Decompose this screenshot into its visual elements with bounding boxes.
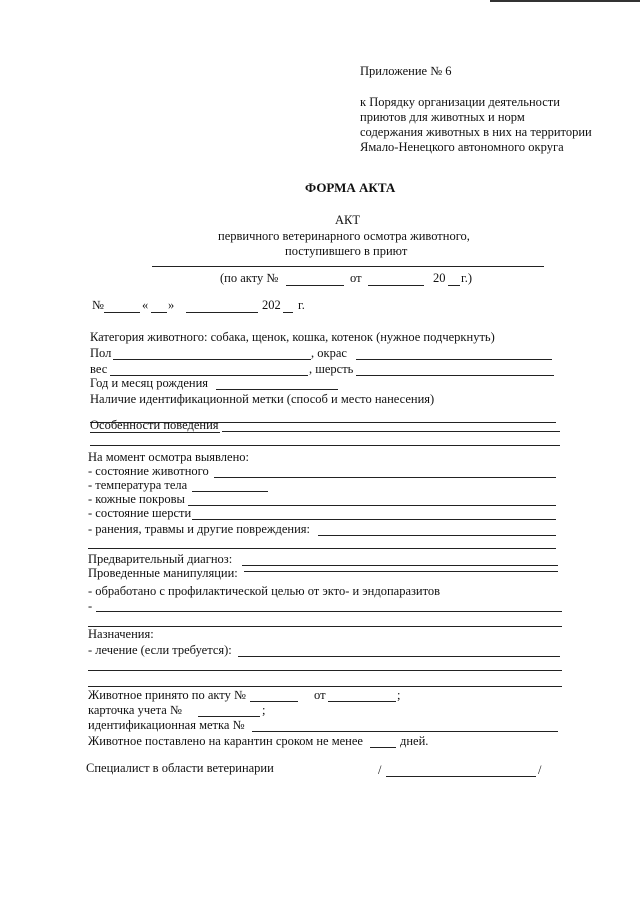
blank-line — [90, 445, 560, 446]
sex-blank — [113, 359, 311, 360]
state-blank — [214, 477, 556, 478]
scan-edge-line — [490, 0, 640, 2]
coat-state-label: - состояние шерсти — [88, 506, 192, 520]
blank-line — [88, 670, 562, 671]
accepted-label: Животное принято по акту № — [88, 688, 246, 702]
quarantine-prefix: Животное поставлено на карантин сроком не менее — [88, 734, 363, 748]
color-label: , окрас — [311, 346, 347, 360]
manipulations-label: Проведенные манипуляции: — [88, 566, 238, 580]
id-tag-blank — [252, 731, 558, 732]
accepted-number-blank — [250, 701, 298, 702]
parasites-label: - обработано с профилактической целью от экто- и эндопаразитов — [88, 584, 441, 598]
treatment-label: - лечение (если требуется): — [88, 643, 232, 657]
sex-label: Пол — [90, 346, 112, 360]
category-label: Категория животного: собака, щенок, кошка, котенок (нужное подчеркнуть) — [90, 330, 495, 344]
temperature-blank — [192, 491, 268, 492]
dash-item: - — [88, 599, 93, 613]
coat-blank — [356, 375, 554, 376]
year-prefix: 202 — [262, 298, 281, 312]
act-title: АКТ — [335, 213, 360, 227]
ref-number-blank — [286, 285, 344, 286]
semicolon: ; — [397, 688, 401, 702]
act-subtitle: поступившего в приют — [285, 244, 408, 258]
ref-year-suffix: г.) — [461, 271, 473, 285]
injuries-label: - ранения, травмы и другие повреждения: — [88, 522, 311, 536]
appendix-line: к Порядку организации деятельности — [360, 95, 560, 109]
quarantine-days-blank — [370, 747, 396, 748]
slash-close: / — [538, 763, 542, 777]
behavior-underline — [90, 432, 220, 433]
year-suffix: г. — [298, 298, 305, 312]
blank-line — [88, 626, 562, 627]
number-blank — [104, 312, 140, 313]
diagnosis-blank — [242, 565, 558, 566]
id-mark-label: Наличие идентификационной метки (способ и место нанесения) — [90, 392, 435, 406]
id-tag-label: идентификационная метка № — [88, 718, 245, 732]
coat-state-blank — [192, 519, 556, 520]
blank-line — [152, 266, 544, 267]
slash-open: / — [378, 763, 382, 777]
injuries-blank — [318, 535, 556, 536]
appendix-number: Приложение № 6 — [360, 64, 452, 78]
card-blank — [198, 716, 260, 717]
quote-close: » — [168, 298, 175, 312]
temperature-label: - температура тела — [88, 478, 188, 492]
day-blank — [151, 312, 167, 313]
blank-line — [88, 548, 556, 549]
skin-label: - кожные покровы — [88, 492, 185, 506]
blank-line — [88, 686, 562, 687]
weight-label: вес — [90, 362, 108, 376]
accepted-from: от — [314, 688, 326, 702]
appendix-line: содержания животных в них на территории — [360, 125, 592, 139]
ref-from: от — [350, 271, 362, 285]
birth-label: Год и месяц рождения — [90, 376, 209, 390]
month-blank — [186, 312, 258, 313]
ref-year-blank — [448, 285, 460, 286]
behavior-label: Особенности поведения — [90, 418, 219, 432]
act-subtitle: первичного ветеринарного осмотра животного, — [218, 229, 470, 243]
ref-date-blank — [368, 285, 424, 286]
diagnosis-label: Предварительный диагноз: — [88, 552, 233, 566]
card-label: карточка учета № — [88, 703, 182, 717]
quote-open: « — [142, 298, 149, 312]
signature-blank — [386, 776, 536, 777]
color-blank — [356, 359, 552, 360]
specialist-label: Специалист в области ветеринарии — [86, 761, 274, 775]
prescriptions-label: Назначения: — [88, 627, 154, 641]
form-title: ФОРМА АКТА — [305, 180, 396, 195]
birth-blank — [216, 389, 338, 390]
ref-prefix: (по акту № — [220, 271, 279, 285]
ref-year-prefix: 20 — [433, 271, 446, 285]
appendix-line: Ямало-Ненецкого автономного округа — [360, 140, 564, 154]
number-sign: № — [92, 298, 104, 312]
skin-blank — [188, 505, 556, 506]
accepted-date-blank — [328, 701, 396, 702]
coat-label: , шерсть — [309, 362, 354, 376]
semicolon: ; — [262, 703, 266, 717]
manipulations-blank — [244, 571, 558, 572]
behavior-blank — [222, 431, 560, 432]
appendix-line: приютов для животных и норм — [360, 110, 525, 124]
quarantine-suffix: дней. — [400, 734, 429, 748]
state-label: - состояние животного — [88, 464, 209, 478]
revealed-label: На момент осмотра выявлено: — [88, 450, 249, 464]
treatment-blank — [238, 656, 560, 657]
year-blank — [283, 312, 293, 313]
manipulation-blank — [96, 611, 562, 612]
